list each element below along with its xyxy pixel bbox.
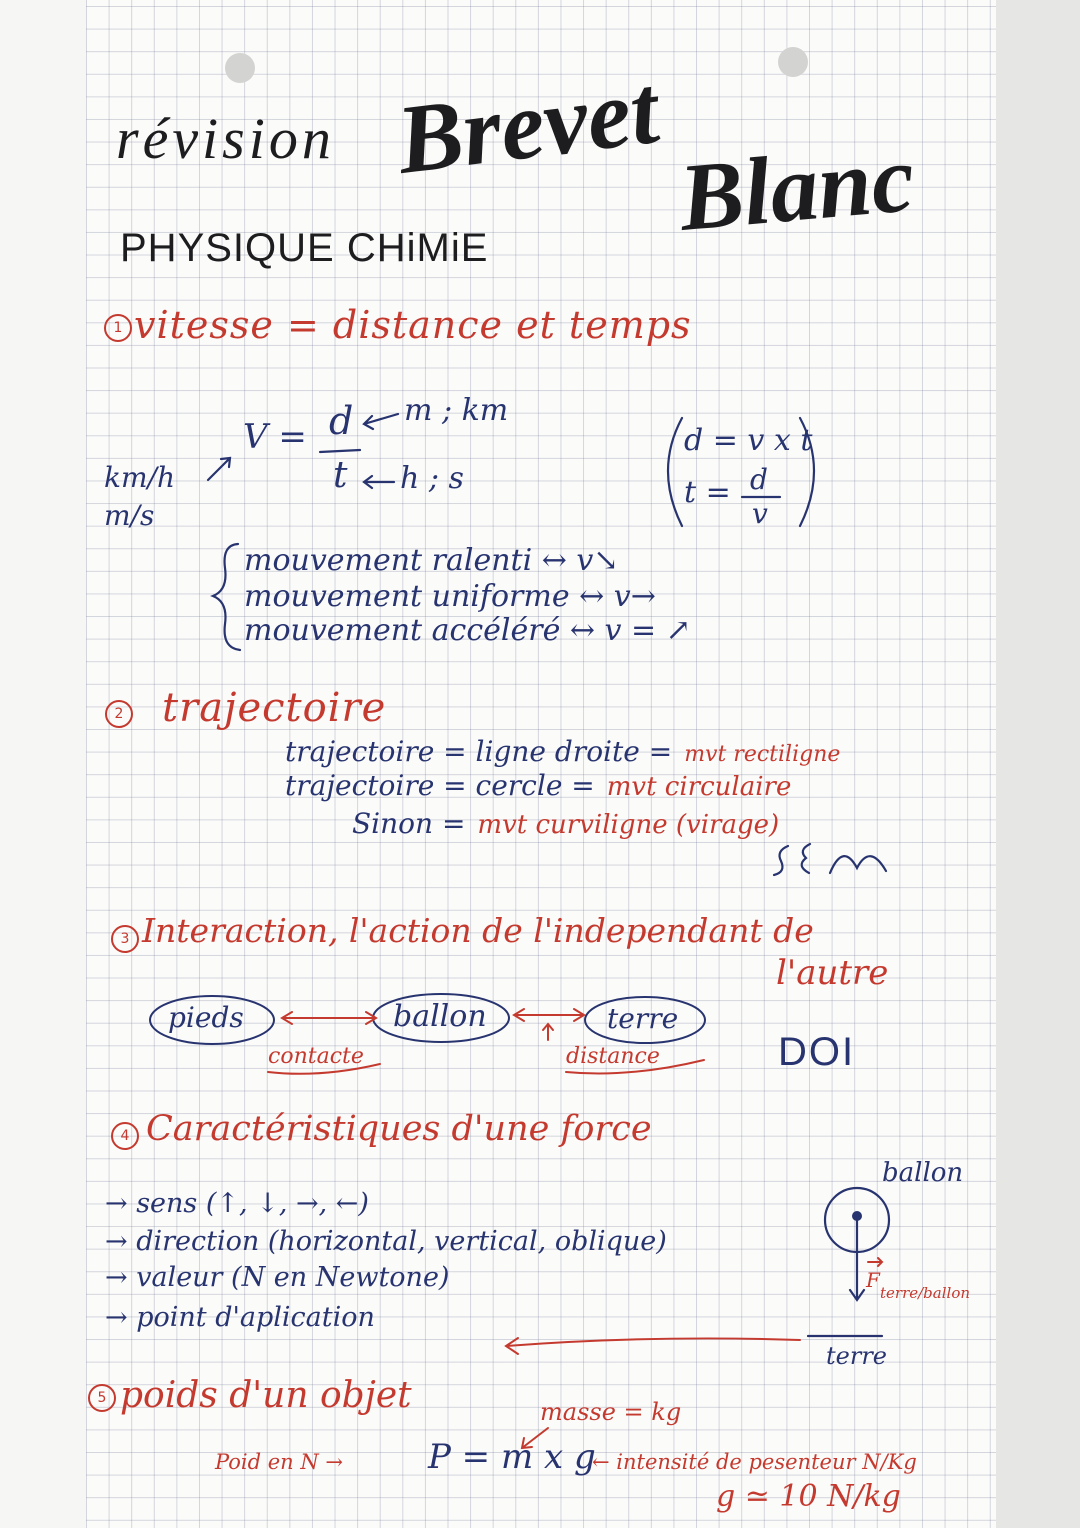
force-symbol: F: [866, 1268, 880, 1292]
arrow-d-units: [364, 414, 398, 429]
section-3-title-end: l'autre: [776, 953, 889, 993]
trajectory-straight-definition: trajectoire = ligne droite =: [285, 735, 673, 768]
trajectory-other-type: mvt curviligne (virage): [477, 810, 780, 840]
weight-unit-note: Poid en N →: [215, 1450, 344, 1474]
trajectory-circle-definition: trajectoire = cercle =: [285, 769, 595, 802]
revision-heading: révision: [116, 106, 335, 171]
force-vector-mark: [868, 1258, 882, 1266]
subject-heading: PHYSIQUE CHiMiE: [120, 226, 489, 270]
velocity-numerator: d: [329, 399, 354, 443]
curve-sketch-wave: [830, 856, 886, 873]
section-3-title: Interaction, l'action de l'independant de: [142, 911, 814, 950]
trajectory-circle-type: mvt circulaire: [606, 772, 792, 802]
section-1-title: vitesse = distance et temps: [134, 303, 692, 347]
section-number-2: 2: [105, 700, 133, 728]
distance-formula: d = v x t: [684, 423, 813, 458]
movement-uniform: mouvement uniforme ↔ v→: [244, 579, 656, 614]
ballon-label: ballon: [393, 999, 487, 1034]
contact-label: contacte: [268, 1044, 364, 1069]
time-formula-lhs: t =: [684, 475, 731, 510]
force-subscript: terre/ballon: [880, 1284, 971, 1302]
distance-double-arrow: [514, 1009, 584, 1021]
weight-formula: P = m x g: [428, 1437, 596, 1477]
section-number-4: 4: [111, 1122, 139, 1150]
punch-hole-left: [225, 53, 255, 83]
arrow-v-units: [208, 458, 230, 480]
gravity-intensity-note: ← intensité de pesenteur N/Kg: [592, 1450, 917, 1474]
fraction-bar-d-t: [320, 450, 360, 452]
title-brevet: Brevet: [391, 55, 664, 195]
application-point-arrow: [506, 1338, 800, 1354]
doi-label: DOI: [778, 1030, 856, 1074]
force-item-direction-sense: → sens (↑, ↓, →, ←): [105, 1188, 369, 1219]
curve-sketch-zigzag: [802, 844, 810, 873]
section-2-title: trajectoire: [162, 685, 387, 731]
velocity-unit-kmh: km/h: [104, 461, 175, 494]
distance-label: distance: [566, 1044, 660, 1069]
trajectory-other-definition: Sinon =: [352, 807, 466, 840]
velocity-lhs: V =: [243, 417, 307, 457]
movement-accelerated: mouvement accéléré ↔ v = ↗: [244, 613, 691, 648]
time-formula-denominator: v: [752, 497, 768, 530]
section-5-title: poids d'un objet: [120, 1375, 412, 1416]
force-item-value: → valeur (N en Newtone): [105, 1262, 450, 1293]
ground-label: terre: [826, 1342, 887, 1370]
parenthesis-left: [668, 418, 682, 526]
distance-up-arrow: [543, 1024, 553, 1040]
curve-sketch-s: [774, 846, 788, 875]
gravity-value: g ≃ 10 N/kg: [716, 1479, 901, 1514]
movement-slowed: mouvement ralenti ↔ v↘: [244, 543, 619, 578]
section-number-1: 1: [104, 314, 132, 342]
distance-units: m ; km: [404, 393, 509, 428]
trajectory-straight-type: mvt rectiligne: [684, 742, 841, 767]
application-point: [852, 1211, 862, 1221]
pieds-label: pieds: [168, 1001, 244, 1034]
contact-double-arrow: [282, 1012, 376, 1024]
time-formula-numerator: d: [750, 463, 768, 496]
brace: [213, 544, 240, 650]
force-item-direction: → direction (horizontal, vertical, oblique): [105, 1226, 667, 1257]
force-item-application-point: → point d'aplication: [105, 1302, 375, 1333]
terre-label: terre: [607, 1002, 679, 1035]
trajectory-line-circle: [285, 769, 792, 802]
section-number-5: 5: [88, 1384, 116, 1412]
ball-label: ballon: [882, 1158, 964, 1188]
trajectory-line-straight: [285, 735, 841, 768]
arrow-t-units: [364, 476, 394, 488]
velocity-denominator: t: [333, 455, 348, 496]
mass-unit-note: masse = kg: [540, 1398, 682, 1426]
time-units: h ; s: [400, 461, 464, 496]
section-4-title: Caractéristiques d'une force: [146, 1109, 652, 1149]
title-blanc: Blanc: [675, 123, 919, 251]
trajectory-line-other: [352, 807, 780, 840]
velocity-unit-ms: m/s: [104, 499, 155, 532]
punch-hole-right: [778, 47, 808, 77]
force-arrow: [850, 1216, 864, 1300]
section-number-3: 3: [111, 925, 139, 953]
